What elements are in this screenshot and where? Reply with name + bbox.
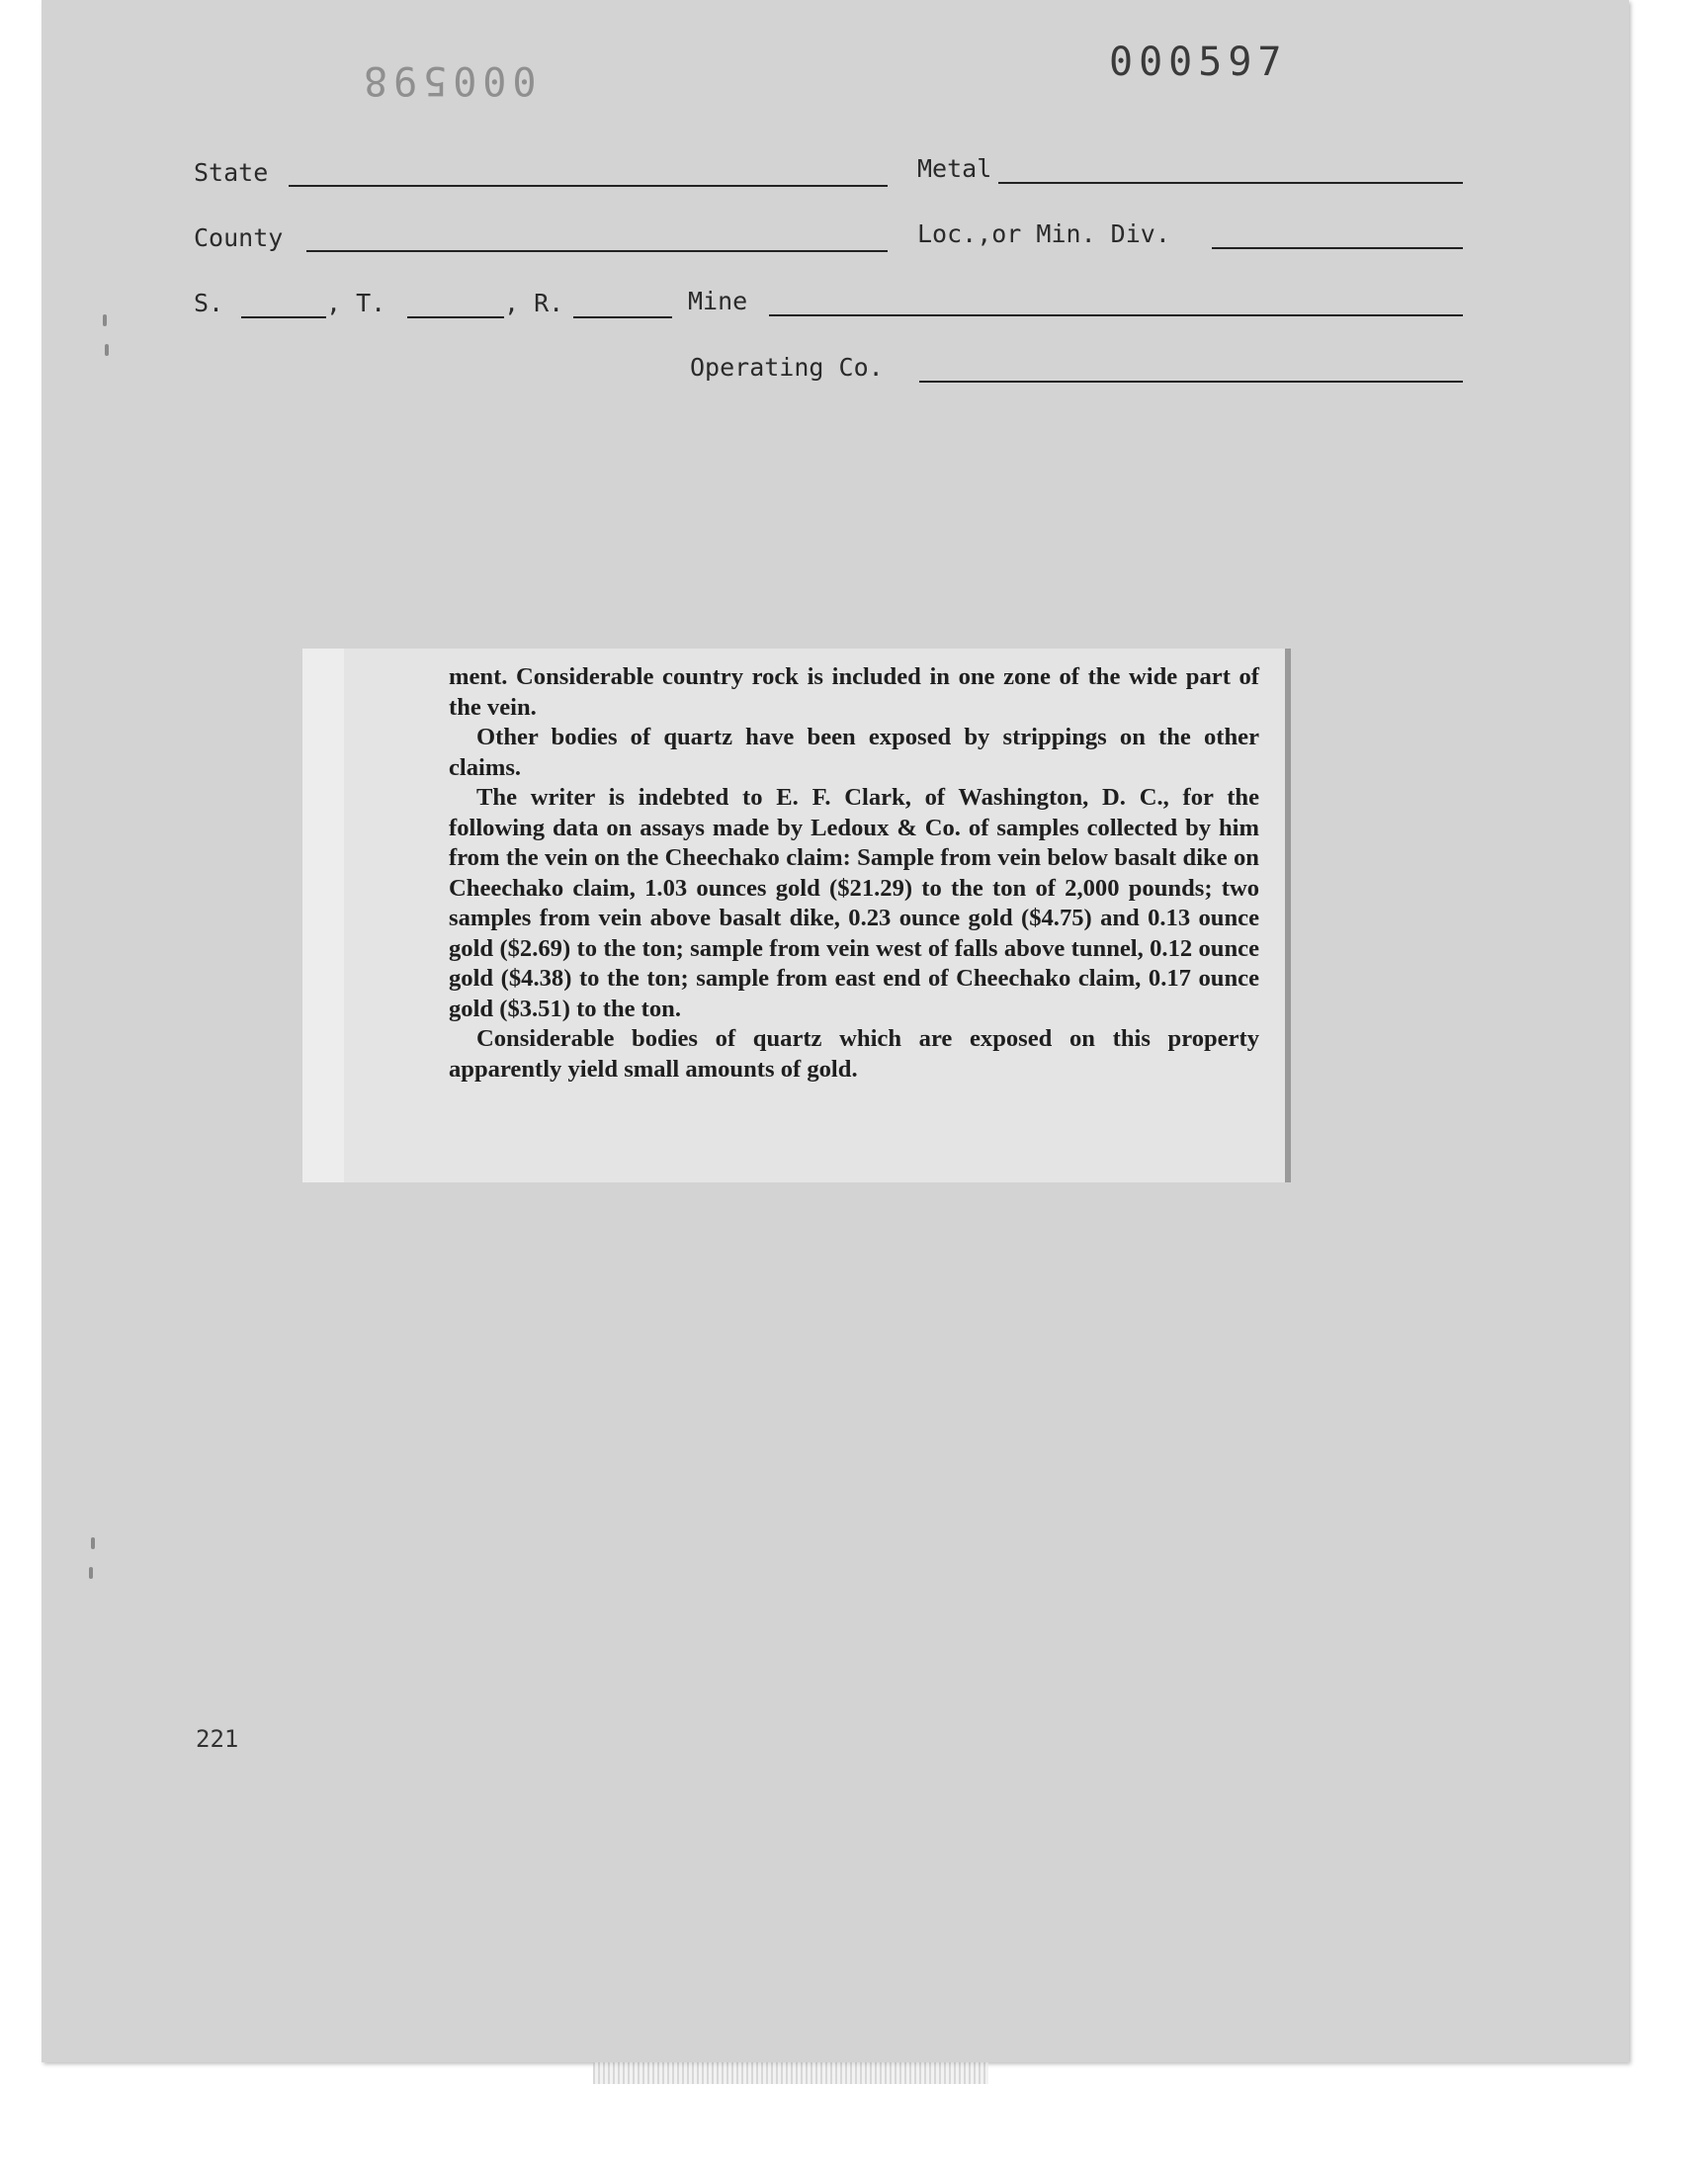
clipping-paragraph: Considerable bodies of quartz which are exposed on this property apparently yield small amounts of gold. bbox=[449, 1025, 1259, 1083]
county-label: County bbox=[194, 223, 284, 252]
section-field[interactable] bbox=[241, 316, 326, 318]
metal-field[interactable] bbox=[998, 182, 1463, 184]
binder-mark bbox=[103, 314, 107, 326]
scan-edge-strip bbox=[593, 2062, 988, 2084]
operating-co-label: Operating Co. bbox=[690, 353, 884, 382]
state-field[interactable] bbox=[289, 185, 888, 187]
document-sheet bbox=[42, 0, 1629, 2062]
township-label: , T. bbox=[326, 289, 386, 317]
operating-co-field[interactable] bbox=[919, 381, 1463, 383]
state-label: State bbox=[194, 158, 269, 187]
document-number-stamp: 000597 bbox=[1109, 40, 1288, 85]
pasted-text-clipping bbox=[302, 649, 1291, 1182]
binder-mark bbox=[105, 344, 109, 356]
township-field[interactable] bbox=[407, 316, 504, 318]
metal-label: Metal bbox=[917, 154, 992, 183]
section-label: S. bbox=[194, 289, 224, 317]
clipping-paragraph: Other bodies of quartz have been exposed by strippings on the other claims. bbox=[449, 724, 1259, 781]
binder-mark bbox=[91, 1537, 95, 1549]
county-field[interactable] bbox=[306, 250, 888, 252]
mine-field[interactable] bbox=[769, 314, 1463, 316]
page-number: 221 bbox=[196, 1725, 239, 1753]
range-label: , R. bbox=[504, 289, 564, 317]
faded-stamp-number: 000598 bbox=[358, 57, 537, 103]
clipping-paragraph: ment. Considerable country rock is included in one zone of the wide part of the vein. bbox=[449, 663, 1259, 721]
locality-field[interactable] bbox=[1212, 247, 1463, 249]
range-field[interactable] bbox=[573, 316, 672, 318]
mine-label: Mine bbox=[688, 287, 748, 315]
binder-mark bbox=[89, 1567, 93, 1579]
clipping-paragraph: The writer is indebted to E. F. Clark, of Washington, D. C., for the following data on assays made by Ledoux & Co. of samples collected by him from the vein on the Cheechako claim: Sample from vein below basalt dike on Cheechako claim, 1.03 ounces gold ($21.29) to the ton of 2,000 pounds; two samples from vein above basalt dike, 0.23 ounce gold ($4.75) and 0.13 ounce gold ($2.69) to the ton; sample from vein west of falls above tunnel, 0.12 ounce gold ($4.38) to the ton; sample from east end of Cheechako claim, 0.17 ounce gold ($3.51) to the ton. bbox=[449, 784, 1259, 1022]
locality-label: Loc.,or Min. Div. bbox=[917, 219, 1170, 248]
clipping-text bbox=[449, 662, 1259, 1085]
